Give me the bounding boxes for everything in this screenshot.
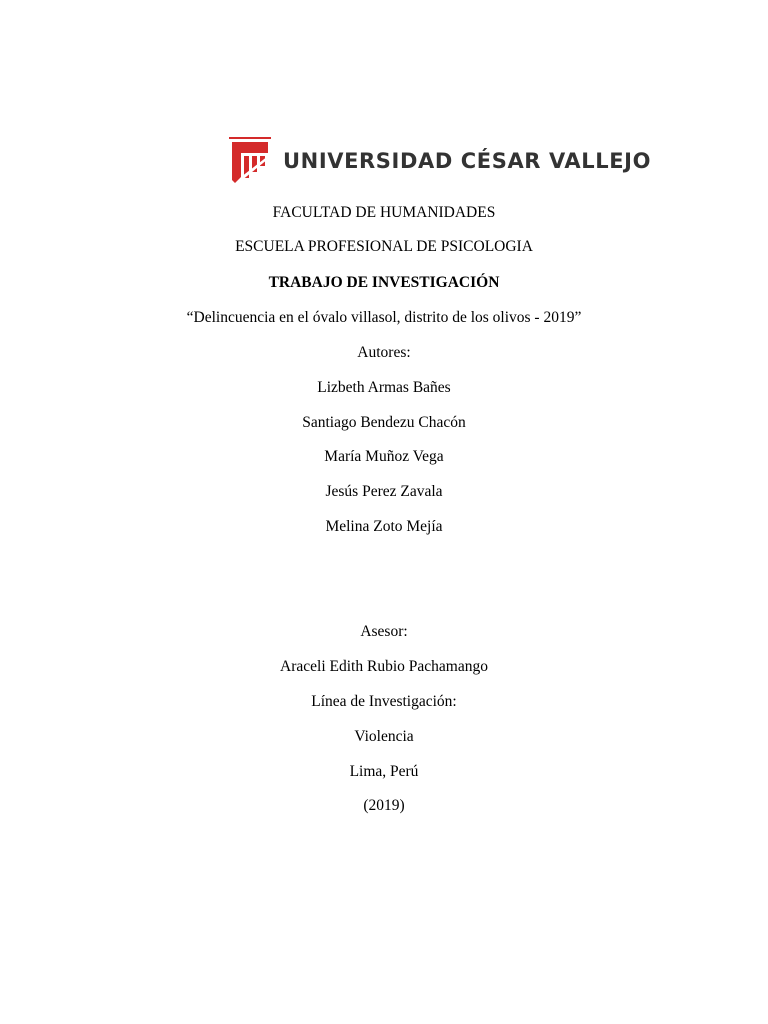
research-line-value: Violencia <box>354 728 414 745</box>
ucv-shield-icon <box>229 137 271 185</box>
location: Lima, Perú <box>349 763 419 780</box>
thesis-title: “Delincuencia en el óvalo villasol, distrito de los olivos - 2019” <box>186 309 582 326</box>
faculty-name: FACULTAD DE HUMANIDADES <box>272 204 496 221</box>
work-type-heading: TRABAJO DE INVESTIGACIÓN <box>268 274 500 291</box>
advisor-name: Araceli Edith Rubio Pachamango <box>280 658 488 675</box>
author-name: María Muñoz Vega <box>324 448 444 465</box>
author-name: Melina Zoto Mejía <box>325 518 443 535</box>
research-line-label: Línea de Investigación: <box>311 693 457 710</box>
university-logo <box>229 137 651 185</box>
author-name: Jesús Perez Zavala <box>325 483 443 500</box>
authors-label: Autores: <box>357 344 411 361</box>
author-name: Lizbeth Armas Bañes <box>317 379 451 396</box>
university-name: UNIVERSIDAD CÉSAR VALLEJO <box>283 149 652 173</box>
author-name: Santiago Bendezu Chacón <box>302 414 466 431</box>
advisor-label: Asesor: <box>360 623 408 640</box>
year: (2019) <box>363 797 405 814</box>
school-name: ESCUELA PROFESIONAL DE PSICOLOGIA <box>235 238 533 255</box>
